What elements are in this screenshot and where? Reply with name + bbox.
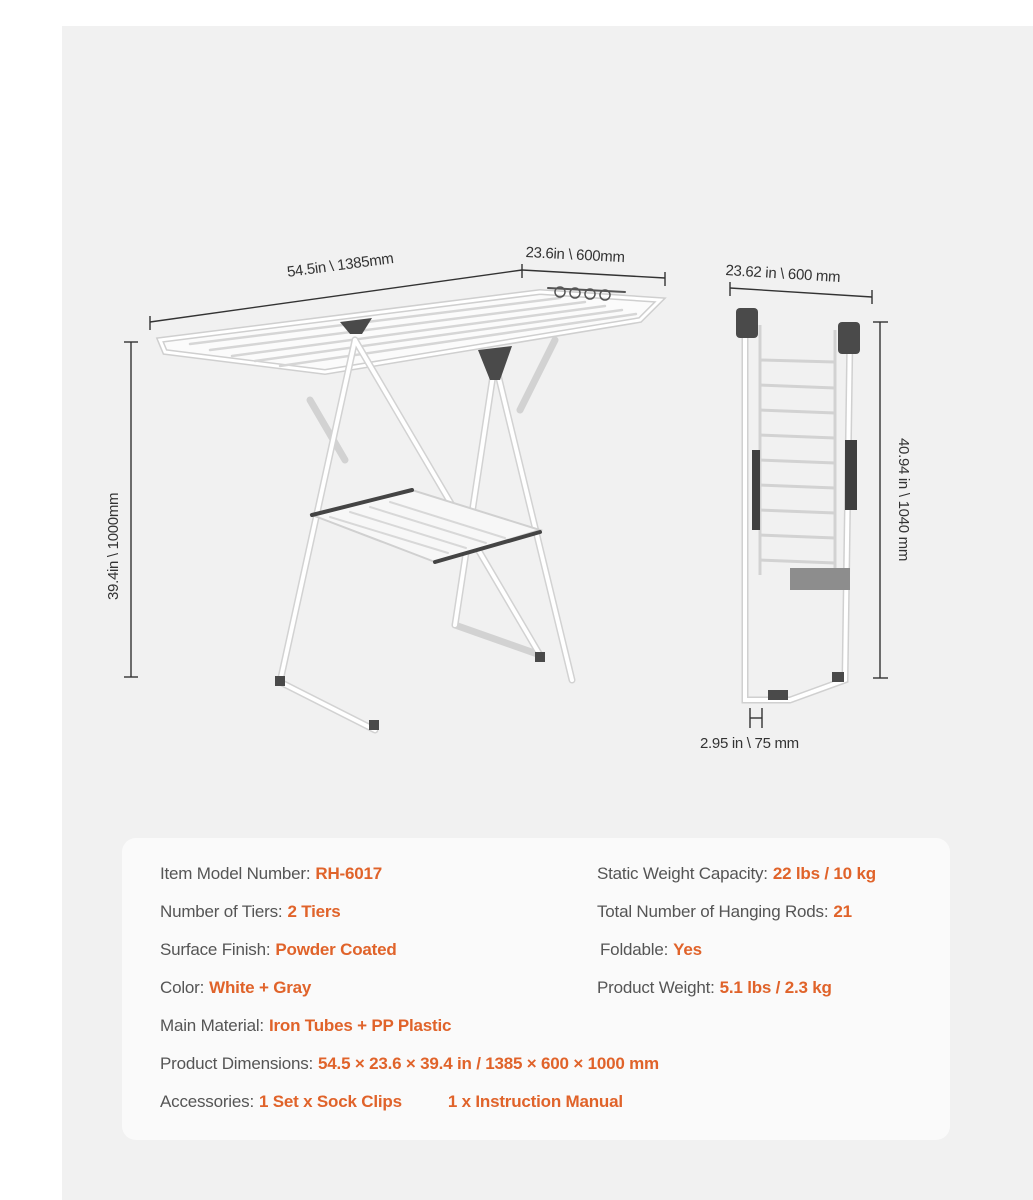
spec-value: 5.1 lbs / 2.3 kg xyxy=(719,978,832,997)
spec-weight xyxy=(597,978,832,998)
spec-value: White + Gray xyxy=(209,978,312,997)
spec-tiers xyxy=(160,902,341,922)
spec-foldable xyxy=(600,940,702,960)
spec-label: Accessories: xyxy=(160,1092,254,1111)
spec-material xyxy=(160,1016,451,1036)
spec-label: Main Material: xyxy=(160,1016,264,1035)
spec-value: RH-6017 xyxy=(315,864,383,883)
spec-value: Powder Coated xyxy=(275,940,397,959)
spec-value: 2 Tiers xyxy=(287,902,341,921)
folded-height-label: 40.94 in \ 1040 mm xyxy=(895,438,912,562)
spec-label: Product Dimensions: xyxy=(160,1054,314,1073)
folded-thickness-label: 2.95 in \ 75 mm xyxy=(700,735,799,752)
spec-capacity xyxy=(597,864,876,884)
folded-width-label: 23.62 in \ 600 mm xyxy=(724,262,841,286)
spec-model xyxy=(160,864,382,884)
main-depth-label: 23.6in \ 600mm xyxy=(525,244,626,267)
spec-label: Surface Finish: xyxy=(160,940,271,959)
spec-label: Foldable: xyxy=(600,940,669,959)
spec-rods xyxy=(597,902,852,922)
spec-label: Static Weight Capacity: xyxy=(597,864,768,883)
spec-value: 22 lbs / 10 kg xyxy=(772,864,876,883)
spec-value: Iron Tubes + PP Plastic xyxy=(268,1016,452,1035)
open-rack xyxy=(160,287,660,730)
main-height-label: 39.4in \ 1000mm xyxy=(105,492,122,600)
spec-label: Color: xyxy=(160,978,205,997)
spec-color xyxy=(160,978,311,998)
spec-product-dimensions xyxy=(160,1054,659,1074)
folded-rack xyxy=(736,308,860,700)
spec-accessories xyxy=(160,1092,623,1112)
spec-value: 54.5 × 23.6 × 39.4 in / 1385 × 600 × 1000 mm xyxy=(318,1054,659,1073)
spec-value-2: 1 x Instruction Manual xyxy=(447,1092,623,1111)
spec-finish xyxy=(160,940,397,960)
spec-value: 21 xyxy=(833,902,852,921)
main-width-label: 54.5in \ 1385mm xyxy=(286,250,395,281)
spec-value: Yes xyxy=(673,940,702,959)
spec-label: Number of Tiers: xyxy=(160,902,283,921)
spec-value: 1 Set x Sock Clips xyxy=(258,1092,402,1111)
spec-label: Product Weight: xyxy=(597,978,715,997)
spec-label: Item Model Number: xyxy=(160,864,311,883)
spec-label: Total Number of Hanging Rods: xyxy=(597,902,829,921)
